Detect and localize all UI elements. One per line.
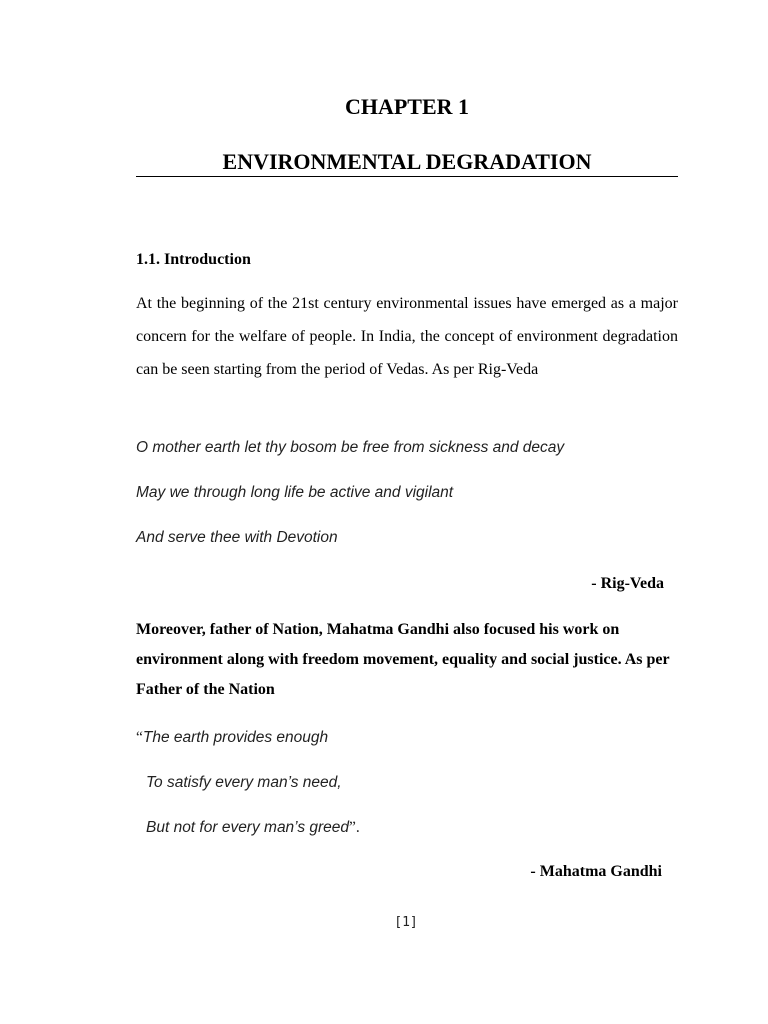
gandhi-attribution: - Mahatma Gandhi bbox=[530, 863, 662, 880]
intro-paragraph: At the beginning of the 21st century environmental issues have emerged as a major concern for the welfare of people. In India, the concept of environment degradation can be seen starting from the period of Vedas. As per Rig-Veda bbox=[136, 295, 678, 378]
page-number: [1] bbox=[394, 915, 418, 930]
rigveda-attribution: - Rig-Veda bbox=[591, 575, 664, 592]
section-heading: 1.1. Introduction bbox=[136, 251, 251, 268]
rigveda-quote-line-3: And serve thee with Devotion bbox=[136, 529, 338, 546]
chapter-label: CHAPTER 1 bbox=[344, 94, 470, 119]
gandhi-paragraph: Moreover, father of Nation, Mahatma Gandhi also focused his work on environment along with freedom movement, equality and social justice. As per Father of the Nation bbox=[136, 621, 670, 698]
gandhi-quote-text-3: But not for every man’s greed bbox=[146, 819, 350, 836]
chapter-title: ENVIRONMENTAL DEGRADATION bbox=[222, 149, 592, 174]
gandhi-quote-line-3 bbox=[146, 818, 360, 838]
open-quote-mark: “ bbox=[136, 729, 143, 746]
title-divider bbox=[136, 176, 678, 177]
gandhi-quote-text-1: The earth provides enough bbox=[142, 729, 329, 746]
close-quote-mark: ”. bbox=[349, 819, 360, 836]
rigveda-quote-line-2: May we through long life be active and vigilant bbox=[136, 484, 454, 501]
rigveda-quote-line-1: O mother earth let thy bosom be free from sickness and decay bbox=[136, 439, 565, 456]
gandhi-quote-line-2: To satisfy every man’s need, bbox=[146, 774, 342, 791]
gandhi-quote-line-1 bbox=[136, 728, 328, 748]
